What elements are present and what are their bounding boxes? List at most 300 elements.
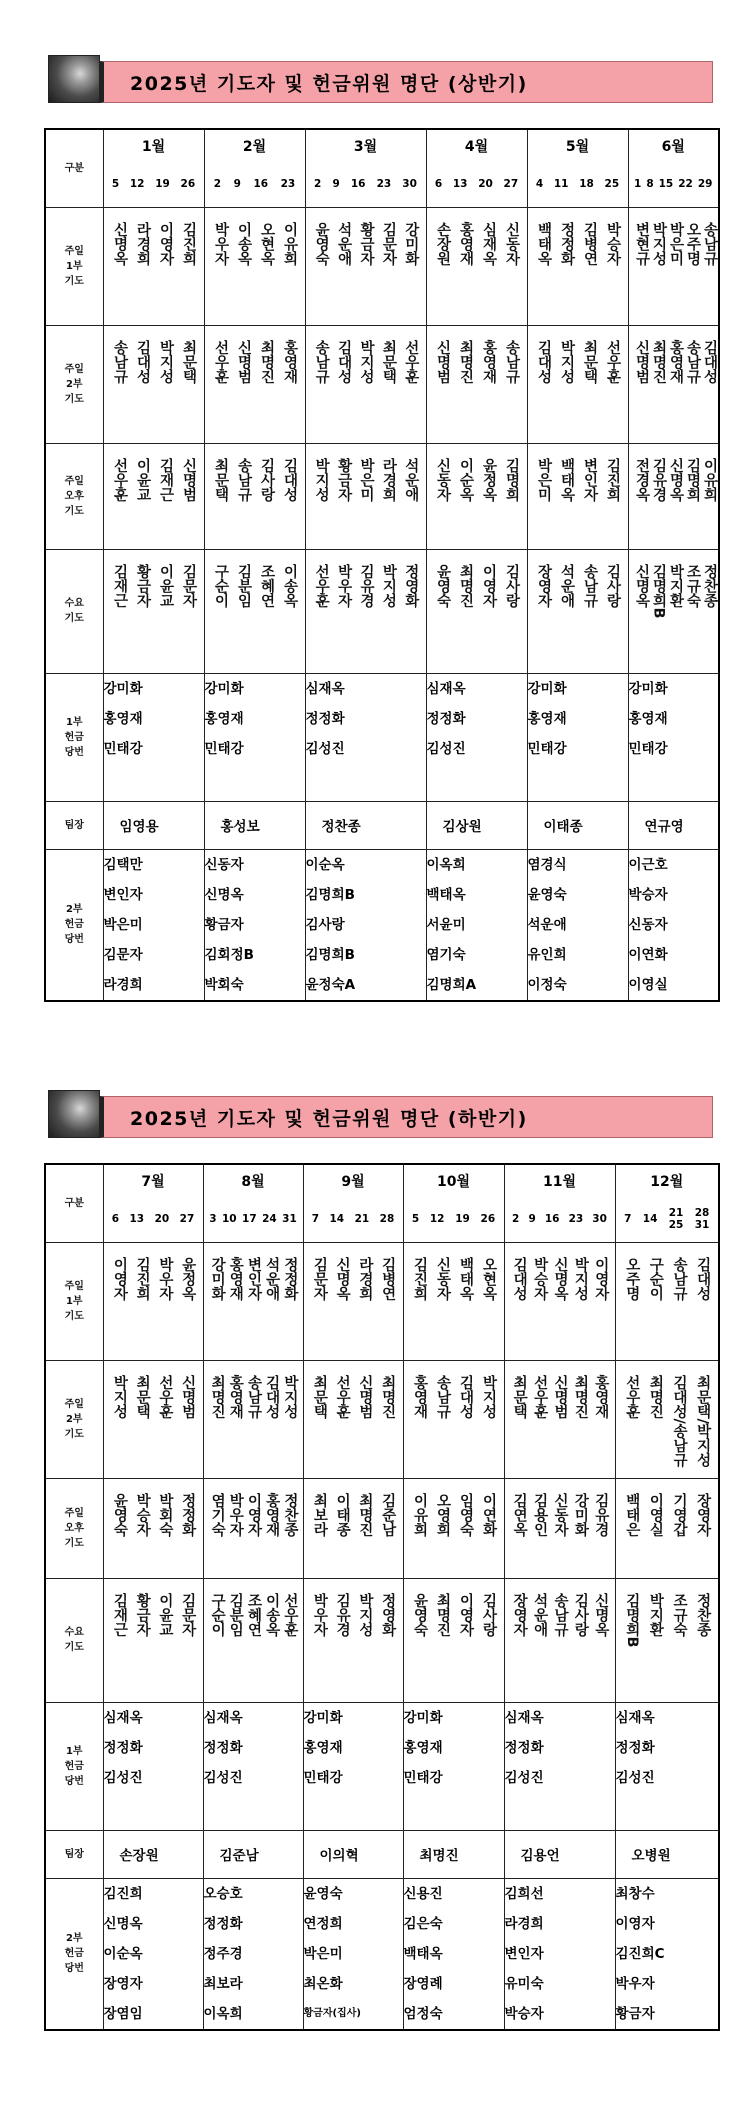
prayer-name-list [404, 1479, 504, 1541]
offering-cell [426, 673, 527, 801]
prayer-name: 신동자 [503, 221, 520, 265]
prayer-name-list [204, 1243, 303, 1305]
offering-name: 민태강 [527, 740, 567, 757]
day-list [427, 178, 527, 190]
prayer-name: 김대성 [335, 339, 352, 383]
prayer-name-list [304, 1579, 403, 1641]
day-list [306, 178, 426, 190]
day-list [104, 178, 204, 190]
prayer-name: 윤영숙 [111, 1492, 128, 1536]
offering-name: 김성진 [504, 1769, 544, 1786]
prayer-name: 송남규 [434, 1374, 451, 1418]
prayer-name: 백태은 [623, 1492, 640, 1536]
prayer-name: 최명진 [356, 1492, 373, 1536]
prayer-cell [303, 1478, 403, 1578]
prayer-name: 신명옥 [551, 1256, 568, 1300]
prayer-name-list [104, 444, 204, 506]
prayer-name-list [505, 1361, 615, 1423]
row-label-p1: 주일 1부 기도 [45, 1242, 103, 1360]
prayer-name: 박우자 [311, 1592, 328, 1636]
month-header: 10월 [403, 1164, 504, 1196]
prayer-name-list [616, 1361, 719, 1471]
offering-name: 김성진 [103, 1769, 143, 1786]
prayer-name: 정찬종 [701, 563, 718, 607]
team-leader-name: 이태종 [543, 819, 583, 835]
offering-name: 오승호 [203, 1885, 243, 1902]
prayer-name: 송남규 [551, 1592, 568, 1636]
day-list [505, 1213, 615, 1225]
offering-name: 라경희 [504, 1915, 544, 1932]
prayer-name: 박지성 [111, 1374, 128, 1418]
prayer-name: 최명진 [572, 1374, 589, 1418]
prayer-name-list [505, 1479, 615, 1541]
prayer-name: 김대성 [134, 339, 151, 383]
prayer-cell [615, 1360, 719, 1478]
sunday-date: 23 [280, 177, 296, 190]
row-label-p1: 주일 1부 기도 [45, 207, 103, 325]
prayer-name: 정정화 [558, 221, 575, 265]
prayer-name: 김병연 [379, 1256, 396, 1300]
prayer-name: 김병연 [581, 221, 598, 265]
prayer-cell [628, 549, 719, 673]
row-label-pm: 주일 오후 기도 [45, 443, 103, 549]
prayer-name: 김명희 [684, 457, 701, 501]
offering-name: 강미화 [527, 680, 567, 697]
sunday-date: 16 [544, 1212, 560, 1225]
prayer-name: 기영갑 [671, 1492, 688, 1536]
team-leader-cell [426, 801, 527, 849]
day-cell [628, 161, 719, 207]
offering-name: 민태강 [303, 1769, 343, 1786]
prayer-name-list [427, 444, 527, 506]
day-cell [615, 1196, 719, 1242]
prayer-name-list [616, 1579, 719, 1652]
sunday-date: 13 [129, 1212, 145, 1225]
prayer-name: 신명범 [434, 339, 451, 383]
prayer-name-list [204, 1579, 303, 1641]
prayer-name: 신명옥 [111, 221, 128, 265]
prayer-name: 장영자 [535, 563, 552, 607]
team-leader-name: 김용언 [520, 1848, 560, 1864]
offering-name: 이영자 [615, 1915, 655, 1932]
prayer-cell [203, 1478, 303, 1578]
sunday-date: 23 [568, 1212, 584, 1225]
sunday-date: 11 [553, 177, 569, 190]
sunday-date: 26 [480, 1212, 496, 1225]
offering-cell [527, 849, 628, 1001]
offering-cell [615, 1702, 719, 1830]
prayer-name: 홍영재 [592, 1374, 609, 1418]
prayer-name: 최명진 [457, 339, 474, 383]
prayer-name: 신명범 [235, 339, 252, 383]
sunday-date: 30 [592, 1212, 607, 1225]
day-header-row [45, 1196, 719, 1242]
offering-name: 장염임 [103, 2005, 143, 2022]
offering-name: 신동자 [628, 916, 668, 933]
prayer-name: 오주명 [684, 221, 701, 265]
offering-name: 김은숙 [403, 1915, 443, 1932]
team-leader-name: 연규영 [644, 819, 684, 835]
prayer-name: 황금자 [357, 221, 374, 265]
prayer-name: 김대성 [535, 339, 552, 383]
prayer-cell [426, 207, 527, 325]
prayer-name-list [304, 1361, 403, 1423]
prayer-name-list [304, 1479, 403, 1541]
team-leader-cell [204, 801, 305, 849]
sunday-date: 7 [624, 1212, 632, 1225]
day-header-row [45, 161, 719, 207]
prayer-name-list [629, 444, 719, 506]
offering-name: 김성진 [305, 740, 345, 757]
day-cell [303, 1196, 403, 1242]
sunday-date: 27 [179, 1212, 195, 1225]
offering-name: 민태강 [204, 740, 244, 757]
prayer-name: 이윤교 [157, 563, 174, 607]
prayer-name: 김대성 [694, 1256, 711, 1300]
prayer-cell [426, 443, 527, 549]
offering-name: 민태강 [403, 1769, 443, 1786]
offering-name: 강미화 [628, 680, 668, 697]
prayer-name-list [104, 208, 204, 270]
prayer-name: 김문자 [380, 221, 397, 265]
offering-name: 박우자 [615, 1975, 655, 1992]
prayer-name: 최문택 [212, 457, 229, 501]
page-title: 2025년 기도자 및 헌금위원 명단 (상반기) [130, 72, 528, 95]
offering-name: 정정화 [203, 1739, 243, 1756]
prayer-name: 신명범 [633, 339, 650, 383]
offering-cell [203, 1878, 303, 2030]
prayer-cell [527, 207, 628, 325]
sunday-date: 14 [642, 1212, 658, 1225]
prayer-name-list [205, 550, 305, 612]
prayer-name: 석운애 [263, 1256, 280, 1300]
prayer-name: 임영숙 [457, 1492, 474, 1536]
prayer-cell [204, 207, 305, 325]
team-leader-cell [403, 1830, 504, 1878]
prayer-cell [403, 1242, 504, 1360]
prayer-name: 선우훈 [334, 1374, 351, 1418]
prayer-name-list [629, 208, 719, 270]
prayer-name: 황금자 [134, 1592, 151, 1636]
team-leader-cell [203, 1830, 303, 1878]
sunday-date: 20 [478, 177, 493, 190]
team-leader-name: 최명진 [419, 1848, 459, 1864]
prayer-name-list [404, 1361, 504, 1423]
prayer-name: 오영희 [434, 1492, 451, 1536]
sunday-date: 19 [455, 1212, 470, 1225]
offering-name: 박회숙 [204, 976, 244, 993]
sunday-date: 15 [658, 177, 674, 190]
prayer-name-list [104, 1361, 203, 1423]
prayer-name: 이영자 [592, 1256, 609, 1300]
prayer-name: 선우훈 [156, 1374, 173, 1418]
prayer-name: 조혜연 [245, 1592, 262, 1636]
sunday-date: 16 [253, 177, 269, 190]
offering-name: 염경식 [527, 856, 567, 873]
prayer-name: 홍영재 [227, 1374, 244, 1418]
offering-cell [204, 673, 305, 801]
prayer-name-list [427, 326, 527, 388]
prayer-name-list [205, 208, 305, 270]
prayer-row-wed [45, 549, 719, 673]
prayer-name-list [505, 1579, 615, 1641]
day-cell [426, 161, 527, 207]
prayer-name: 박우자 [212, 221, 229, 265]
page-title: 2025년 기도자 및 헌금위원 명단 (하반기) [130, 1107, 528, 1130]
prayer-name: 구순이 [212, 563, 229, 607]
prayer-name: 장영자 [511, 1592, 528, 1636]
offering-name: 정정화 [615, 1739, 655, 1756]
sunday-date: 5 [111, 177, 120, 190]
prayer-cell [504, 1360, 615, 1478]
offering-name: 유미숙 [504, 1975, 544, 1992]
prayer-name: 구순이 [209, 1592, 226, 1636]
prayer-name: 선우훈 [623, 1374, 640, 1418]
prayer-name: 김문자 [180, 563, 197, 607]
day-cell [103, 1196, 203, 1242]
prayer-name: 박지성 [313, 457, 330, 501]
prayer-name-list [204, 1361, 303, 1423]
prayer-name: 이유희 [701, 457, 718, 501]
prayer-name: 이유희 [281, 221, 298, 265]
prayer-name: 윤영숙 [313, 221, 330, 265]
prayer-name: 심재옥 [480, 221, 497, 265]
offering-name: 정정화 [426, 710, 466, 727]
prayer-name: 홍영재 [281, 339, 298, 383]
prayer-name: 박지성 [650, 221, 667, 265]
sunday-date: 24 [262, 1212, 277, 1225]
prayer-name: 박지성 [572, 1256, 589, 1300]
prayer-name: 김진희 [411, 1256, 428, 1300]
prayer-name: 윤정옥 [480, 457, 497, 501]
sunday-date: 28 [379, 1212, 395, 1225]
offering-name: 김사랑 [305, 916, 345, 933]
prayer-name: 박지성 [356, 1592, 373, 1636]
month-header: 12월 [615, 1164, 719, 1196]
prayer-name: 김대성 [263, 1374, 280, 1418]
prayer-name-list [204, 1479, 303, 1541]
header-label-gubun: 구분 [45, 129, 103, 207]
offering-name: 정정화 [504, 1739, 544, 1756]
prayer-name: 김명희B [623, 1592, 640, 1648]
prayer-name: 손장원 [434, 221, 451, 265]
prayer-cell [504, 1478, 615, 1578]
sunday-date: 2 [314, 177, 322, 190]
offering-name: 최창수 [615, 1885, 655, 1902]
prayer-name: 김진희 [604, 457, 621, 501]
prayer-cell [103, 1242, 203, 1360]
offering-name: 이순옥 [305, 856, 345, 873]
sunday-date: 21 25 [668, 1206, 684, 1231]
prayer-name: 박지성 [480, 1374, 497, 1418]
prayer-name: 송남규 [245, 1374, 262, 1418]
prayer-name: 박승자 [531, 1256, 548, 1300]
offering-name: 정정화 [305, 710, 345, 727]
offering-name: 백태옥 [403, 1945, 443, 1962]
prayer-name: 김유경 [592, 1492, 609, 1536]
offering-name: 홍영재 [403, 1739, 443, 1756]
prayer-name: 박지성 [281, 1374, 298, 1418]
prayer-cell [203, 1360, 303, 1478]
offering-name: 홍영재 [204, 710, 244, 727]
offering-name: 신용진 [403, 1885, 443, 1902]
prayer-name: 강미화 [402, 221, 419, 265]
prayer-row-p1 [45, 1242, 719, 1360]
prayer-name: 선우훈 [402, 339, 419, 383]
prayer-name: 최문택 [511, 1374, 528, 1418]
sunday-date: 25 [604, 177, 620, 190]
prayer-name-list [104, 1579, 203, 1641]
prayer-name: 박은미 [667, 221, 684, 265]
prayer-name-list [104, 326, 204, 388]
prayer-name-list [629, 550, 719, 623]
prayer-name: 석운애 [531, 1592, 548, 1636]
prayer-name: 백태옥 [558, 457, 575, 501]
prayer-name: 염기숙 [209, 1492, 226, 1536]
sunday-date: 16 [350, 177, 366, 190]
day-list [204, 1213, 303, 1225]
day-list [304, 1213, 403, 1225]
prayer-name: 라경희 [356, 1256, 373, 1300]
prayer-name: 김분임 [235, 563, 252, 607]
prayer-name: 이영자 [111, 1256, 128, 1300]
month-header: 3월 [305, 129, 426, 161]
prayer-name: 송남규 [235, 457, 252, 501]
offering-name: 김성진 [426, 740, 466, 757]
prayer-name: 정영화 [402, 563, 419, 607]
prayer-name: 송남규 [684, 339, 701, 383]
offering-cell [527, 673, 628, 801]
prayer-name: 석운애 [558, 563, 575, 607]
team-leader-cell [504, 1830, 615, 1878]
offering-name: 최온화 [303, 1975, 343, 1992]
month-header: 8월 [203, 1164, 303, 1196]
team-leader-name: 김준남 [219, 1848, 259, 1864]
offering-name: 이옥희 [203, 2005, 243, 2022]
prayer-name: 이송옥 [235, 221, 252, 265]
offering-cell [504, 1702, 615, 1830]
prayer-cell [426, 549, 527, 673]
prayer-name: 선우훈 [281, 1592, 298, 1636]
prayer-name-list [306, 550, 426, 612]
prayer-name: 황금자 [335, 457, 352, 501]
prayer-name: 정정화 [281, 1256, 298, 1300]
team-leader-row [45, 801, 719, 849]
prayer-name-list [205, 326, 305, 388]
prayer-row-pm [45, 1478, 719, 1578]
prayer-name: 정찬종 [694, 1592, 711, 1636]
prayer-cell [103, 549, 204, 673]
prayer-cell [403, 1360, 504, 1478]
prayer-name-list [528, 550, 628, 612]
prayer-name: 김대성 [281, 457, 298, 501]
offering-name: 장영자 [103, 1975, 143, 1992]
offering-name: 홍영재 [303, 1739, 343, 1756]
offering-name: 김문자 [103, 946, 143, 963]
schedule-table [44, 128, 720, 1002]
offering-name: 심재옥 [305, 680, 345, 697]
prayer-cell [615, 1578, 719, 1702]
offering-name: 정정화 [203, 1915, 243, 1932]
prayer-name: 박우자 [335, 563, 352, 607]
sunday-date: 6 [111, 1212, 120, 1225]
sunday-date: 31 [282, 1212, 297, 1225]
prayer-cell [204, 549, 305, 673]
offering-name: 김진희C [615, 1945, 665, 1962]
prayer-row-p1 [45, 207, 719, 325]
offering-name: 라경희 [103, 976, 143, 993]
prayer-name: 홍영재 [480, 339, 497, 383]
prayer-name: 구순이 [647, 1256, 664, 1300]
prayer-name: 오현옥 [480, 1256, 497, 1300]
prayer-name-list [528, 326, 628, 388]
row-label-wed: 수요 기도 [45, 549, 103, 673]
prayer-name: 오현옥 [258, 221, 275, 265]
prayer-name: 박지성 [558, 339, 575, 383]
prayer-name: 신명옥 [633, 563, 650, 607]
month-header: 7월 [103, 1164, 203, 1196]
prayer-cell [303, 1578, 403, 1702]
prayer-name: 신명옥 [667, 457, 684, 501]
prayer-name-list [505, 1243, 615, 1305]
prayer-name: 송남규 [313, 339, 330, 383]
prayer-name: 김명희 [503, 457, 520, 501]
prayer-name: 이영자 [480, 563, 497, 607]
prayer-name: 선우훈 [531, 1374, 548, 1418]
offering-cell [305, 673, 426, 801]
month-header: 5월 [527, 129, 628, 161]
prayer-name: 최명진 [647, 1374, 664, 1418]
prayer-name: 선우훈 [604, 339, 621, 383]
prayer-name: 김대성 [701, 339, 718, 383]
prayer-name: 이송옥 [263, 1592, 280, 1636]
prayer-name: 김재근 [157, 457, 174, 501]
offering-cell [103, 1702, 203, 1830]
prayer-name: 신명범 [356, 1374, 373, 1418]
prayer-name-list [306, 208, 426, 270]
header-label-gubun: 구분 [45, 1164, 103, 1242]
prayer-name: 신명옥 [334, 1256, 351, 1300]
prayer-cell [628, 325, 719, 443]
prayer-cell [305, 207, 426, 325]
prayer-name: 최보라 [311, 1492, 328, 1536]
prayer-name: 김문자 [179, 1592, 196, 1636]
prayer-name: 송남규 [701, 221, 718, 265]
prayer-name-list [104, 1243, 203, 1305]
prayer-name: 최문택 [180, 339, 197, 383]
sunday-date: 26 [180, 177, 196, 190]
prayer-name: 이영자 [457, 1592, 474, 1636]
prayer-name: 이윤교 [134, 457, 151, 501]
prayer-name: 김유경 [357, 563, 374, 607]
sunday-date: 9 [233, 177, 241, 190]
day-list [616, 1207, 719, 1231]
prayer-cell [504, 1578, 615, 1702]
sunday-date: 3 [209, 1212, 217, 1225]
offering-name: 민태강 [103, 740, 143, 757]
prayer-name: 김사랑 [604, 563, 621, 607]
offering-name: 변인자 [103, 886, 143, 903]
offering-cell [203, 1702, 303, 1830]
title-bar [48, 55, 713, 103]
sunday-date: 23 [376, 177, 392, 190]
day-cell [203, 1196, 303, 1242]
prayer-cell [303, 1360, 403, 1478]
day-list [404, 1213, 504, 1225]
prayer-name: 박은미 [535, 457, 552, 501]
prayer-name: 김명희B [650, 563, 667, 619]
team-leader-cell [103, 801, 204, 849]
